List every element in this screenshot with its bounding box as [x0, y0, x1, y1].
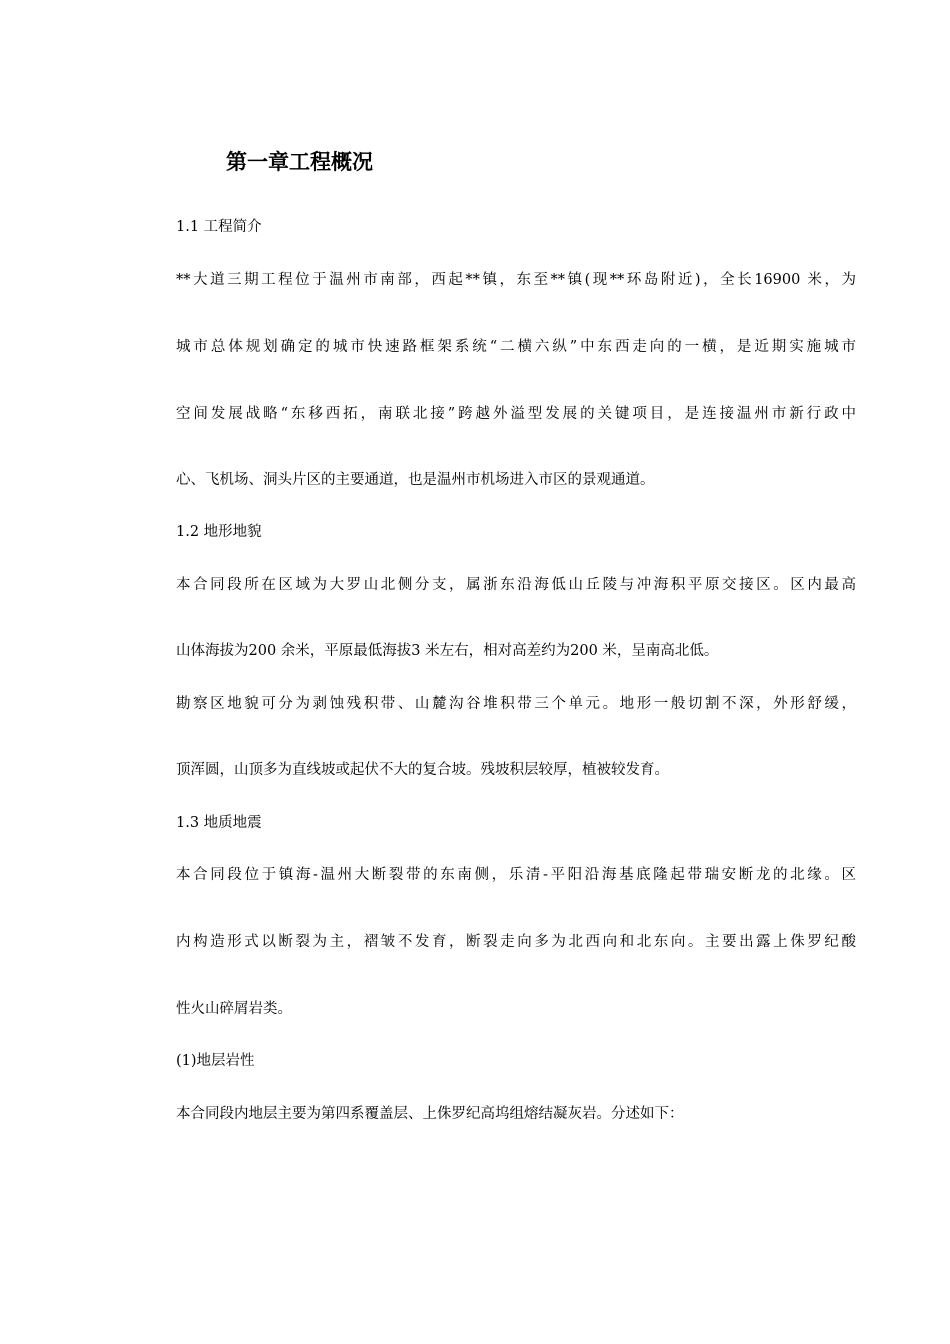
paragraph-line: **大道三期工程位于温州市南部，西起**镇，东至**镇(现**环岛附近)，全长16900 米，为	[176, 272, 856, 288]
paragraph-line: 空间发展战略“东移西拓，南联北接”跨越外溢型发展的关键项目，是连接温州市新行政中	[176, 406, 856, 422]
subsection-heading: (1)地层岩性	[176, 1053, 255, 1069]
chapter-title: 第一章工程概况	[226, 150, 373, 174]
section-heading-1-1: 1.1 工程简介	[176, 219, 262, 235]
paragraph-line: 勘察区地貌可分为剥蚀残积带、山麓沟谷堆积带三个单元。地形一般切割不深，外形舒缓，	[176, 696, 856, 712]
paragraph-line: 本合同段内地层主要为第四系覆盖层、上侏罗纪高坞组熔结凝灰岩。分述如下：	[176, 1106, 684, 1122]
paragraph-line: 顶浑圆，山顶多为直线坡或起伏不大的复合坡。残坡积层较厚，植被较发育。	[176, 762, 669, 778]
paragraph-line: 城市总体规划确定的城市快速路框架系统“二横六纵”中东西走向的一横，是近期实施城市	[176, 339, 856, 355]
paragraph-line: 本合同段位于镇海-温州大断裂带的东南侧，乐清-平阳沿海基底隆起带瑞安断龙的北缘。区	[176, 867, 856, 883]
paragraph-line: 山体海拔为200 余米，平原最低海拔3 米左右，相对高差约为200 米，呈南高北低。	[176, 643, 719, 659]
section-heading-1-3: 1.3 地质地震	[176, 815, 262, 831]
paragraph-line: 内构造形式以断裂为主，褶皱不发育，断裂走向多为北西向和北东向。主要出露上侏罗纪酸	[176, 934, 856, 950]
paragraph-line: 心、飞机场、洞头片区的主要通道，也是温州市机场进入市区的景观通道。	[176, 472, 655, 488]
paragraph-line: 性火山碎屑岩类。	[176, 1001, 292, 1017]
paragraph-line: 本合同段所在区域为大罗山北侧分支，属浙东沿海低山丘陵与冲海积平原交接区。区内最高	[176, 577, 856, 593]
section-heading-1-2: 1.2 地形地貌	[176, 524, 262, 540]
